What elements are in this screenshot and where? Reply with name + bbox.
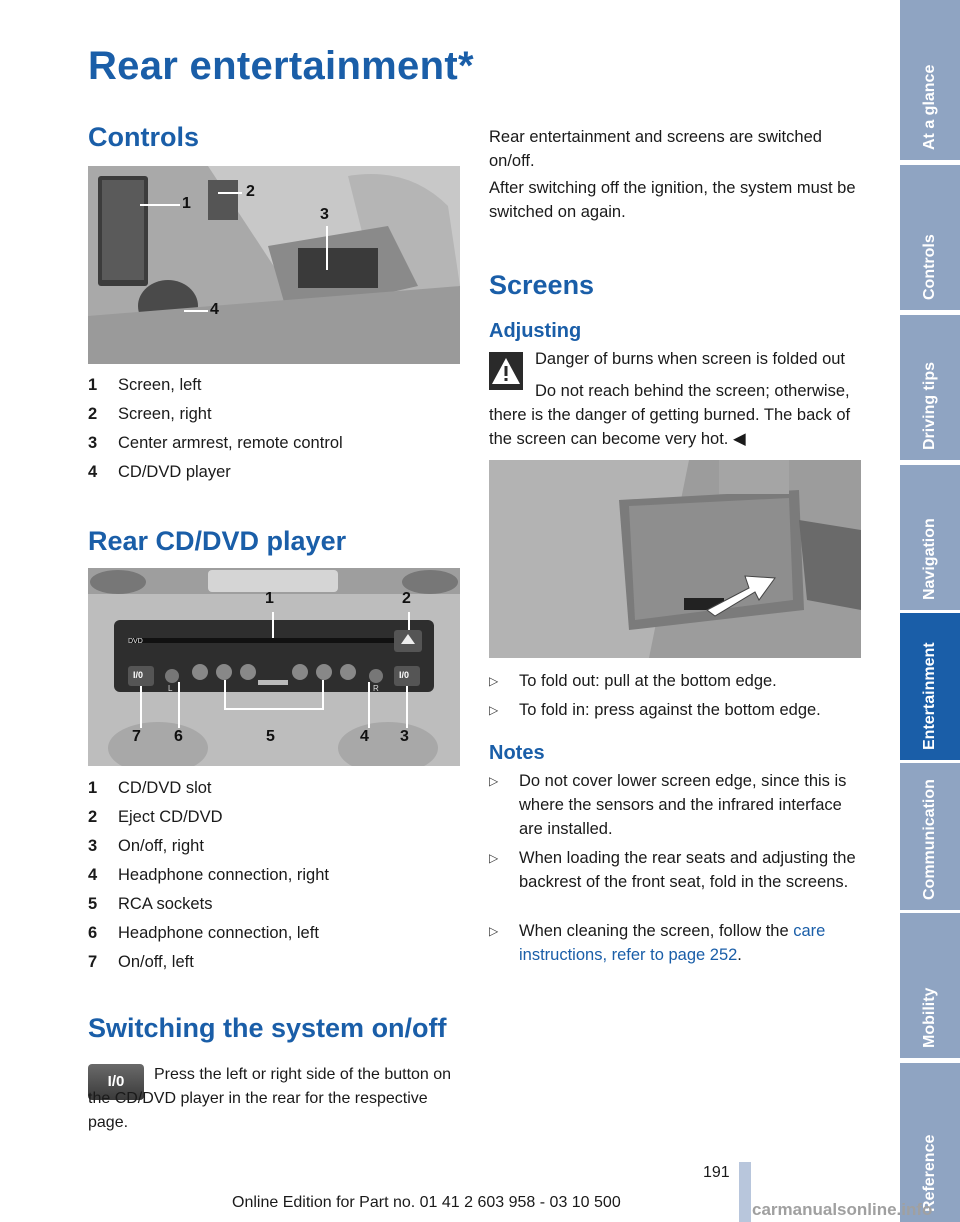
photo-label: 2: [402, 590, 411, 607]
rear-cabin-illustration: [88, 166, 460, 364]
end-mark: ◀: [732, 430, 746, 448]
photo-label: 1: [182, 195, 191, 212]
io-left-button-text: I/0: [133, 670, 144, 680]
tab-controls[interactable]: Controls: [900, 165, 960, 310]
care-instructions-link[interactable]: care instructions, refer to page 252: [519, 922, 826, 964]
switching-text: Press the left or right side of the button on the CD/DVD player in the rear for the respective page.: [88, 1066, 452, 1131]
tab-entertainment[interactable]: Entertainment: [900, 613, 960, 760]
photo-label: 1: [265, 590, 274, 607]
leader-line: [322, 680, 324, 710]
leader-line: [224, 708, 324, 710]
leader-line: [408, 612, 410, 630]
intro-paragraph: Rear entertainment and screens are switched on/off.: [489, 128, 822, 170]
photo-label: 4: [210, 301, 219, 318]
leader-line: [178, 682, 180, 728]
screen-fold-illustration: [489, 460, 861, 658]
page-number: 191: [703, 1164, 730, 1181]
leader-line: [368, 682, 370, 728]
tab-at-a-glance[interactable]: At a glance: [900, 0, 960, 160]
screens-heading: Screens: [489, 270, 595, 300]
screen-fold-photo: [489, 460, 861, 658]
leader-line: [218, 192, 242, 194]
photo-label: 2: [246, 183, 255, 200]
footer-edition: Online Edition for Part no. 01 41 2 603 958 - 03 10 500: [232, 1194, 621, 1211]
power-button-graphic: I/0: [88, 1064, 144, 1100]
tab-mobility[interactable]: Mobility: [900, 913, 960, 1058]
tab-driving-tips[interactable]: Driving tips: [900, 315, 960, 460]
photo-label: 3: [320, 206, 329, 223]
adjusting-heading: Adjusting: [489, 320, 582, 342]
leader-line: [184, 310, 208, 312]
photo-label: 5: [266, 728, 275, 745]
controls-heading: Controls: [88, 122, 199, 152]
cd-player-heading: Rear CD/DVD player: [88, 526, 347, 556]
left-marker: L: [168, 684, 173, 693]
photo-label: 3: [400, 728, 409, 745]
photo-label: 7: [132, 728, 141, 745]
rear-cabin-photo: [88, 166, 460, 364]
intro-paragraph: After switching off the ignition, the system must be switched on again.: [489, 179, 856, 221]
photo-label: 6: [174, 728, 183, 745]
leader-line: [406, 686, 408, 728]
leader-line: [326, 226, 328, 270]
photo-label: 4: [360, 728, 369, 745]
leader-line: [140, 204, 180, 206]
warning-title: Danger of burns when screen is folded out: [535, 350, 846, 368]
watermark: carmanualsonline.info: [752, 1200, 933, 1219]
switching-heading: Switching the system on/off: [88, 1013, 447, 1043]
tab-communication[interactable]: Communication: [900, 763, 960, 910]
leader-line: [224, 680, 226, 710]
tab-reference[interactable]: Reference: [900, 1063, 960, 1222]
leader-line: [272, 612, 274, 638]
dvd-logo: DVD: [128, 638, 143, 645]
io-right-button-text: I/0: [399, 670, 410, 680]
tab-navigation[interactable]: Navigation: [900, 465, 960, 610]
right-marker: R: [373, 684, 379, 693]
page-title: Rear entertainment*: [88, 44, 474, 88]
notes-heading: Notes: [489, 742, 545, 764]
leader-line: [140, 686, 142, 728]
warning-text: Do not reach behind the screen; otherwise, there is the danger of getting burned. The back of the screen can become very hot. ◀: [489, 382, 851, 448]
cd-dvd-panel-photo: [88, 568, 460, 766]
page-marker-bar: [739, 1162, 751, 1222]
